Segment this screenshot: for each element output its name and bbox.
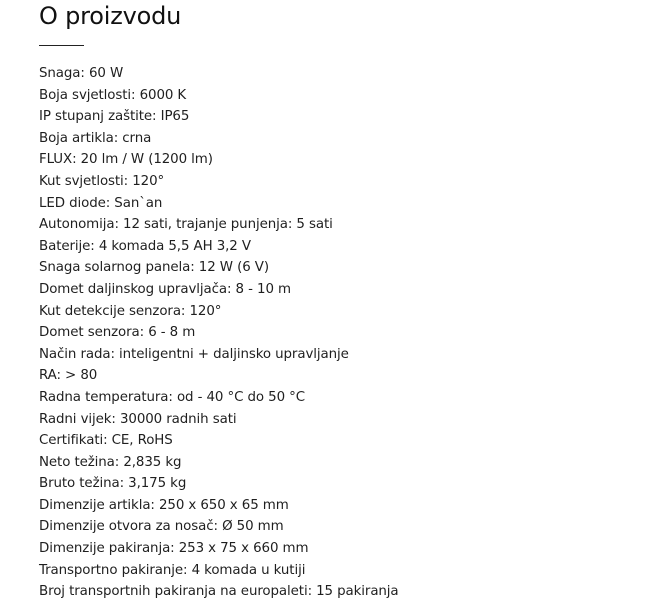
spec-gross-weight: Bruto težina: 3,175 kg — [39, 476, 187, 492]
spec-operating-temperature: Radna temperatura: od - 40 °C do 50 °C — [39, 389, 305, 405]
spec-flux: FLUX: 20 lm / W (1200 lm) — [39, 152, 213, 168]
spec-ip-rating: IP stupanj zaštite: IP65 — [39, 109, 190, 125]
spec-autonomy: Autonomija: 12 sati, trajanje punjenja: 5 sati — [39, 217, 333, 233]
spec-lifespan: Radni vijek: 30000 radnih sati — [39, 411, 237, 427]
spec-list — [39, 63, 650, 603]
spec-sensor-angle: Kut detekcije senzora: 120° — [39, 303, 222, 319]
spec-ra: RA: > 80 — [39, 368, 98, 384]
spec-remote-range: Domet daljinskog upravljača: 8 - 10 m — [39, 281, 291, 297]
spec-package-dimensions: Dimenzije pakiranja: 253 x 75 x 660 mm — [39, 541, 309, 557]
spec-certificates: Certifikati: CE, RoHS — [39, 433, 173, 449]
spec-item-dimensions: Dimenzije artikla: 250 x 650 x 65 mm — [39, 497, 289, 513]
spec-led-diodes: LED diode: San`an — [39, 195, 163, 211]
spec-solar-panel-power: Snaga solarnog panela: 12 W (6 V) — [39, 260, 269, 276]
spec-batteries: Baterije: 4 komada 5,5 AH 3,2 V — [39, 238, 251, 254]
spec-sensor-range: Domet senzora: 6 - 8 m — [39, 325, 196, 341]
spec-net-weight: Neto težina: 2,835 kg — [39, 454, 182, 470]
spec-item-color: Boja artikla: crna — [39, 130, 152, 146]
spec-light-color: Boja svjetlosti: 6000 K — [39, 87, 187, 103]
spec-power: Snaga: 60 W — [39, 66, 124, 81]
spec-mount-opening: Dimenzije otvora za nosač: Ø 50 mm — [39, 519, 284, 535]
spec-light-angle: Kut svjetlosti: 120° — [39, 173, 165, 189]
product-info-section — [39, 0, 650, 603]
spec-operating-mode: Način rada: inteligentni + daljinsko upravljanje — [39, 346, 349, 362]
section-title: O proizvodu — [39, 2, 182, 30]
spec-packages-per-pallet: Broj transportnih pakiranja na europaleti: 15 pakiranja — [39, 584, 399, 600]
spec-transport-packaging: Transportno pakiranje: 4 komada u kutiji — [39, 562, 306, 578]
title-underline — [39, 45, 84, 46]
